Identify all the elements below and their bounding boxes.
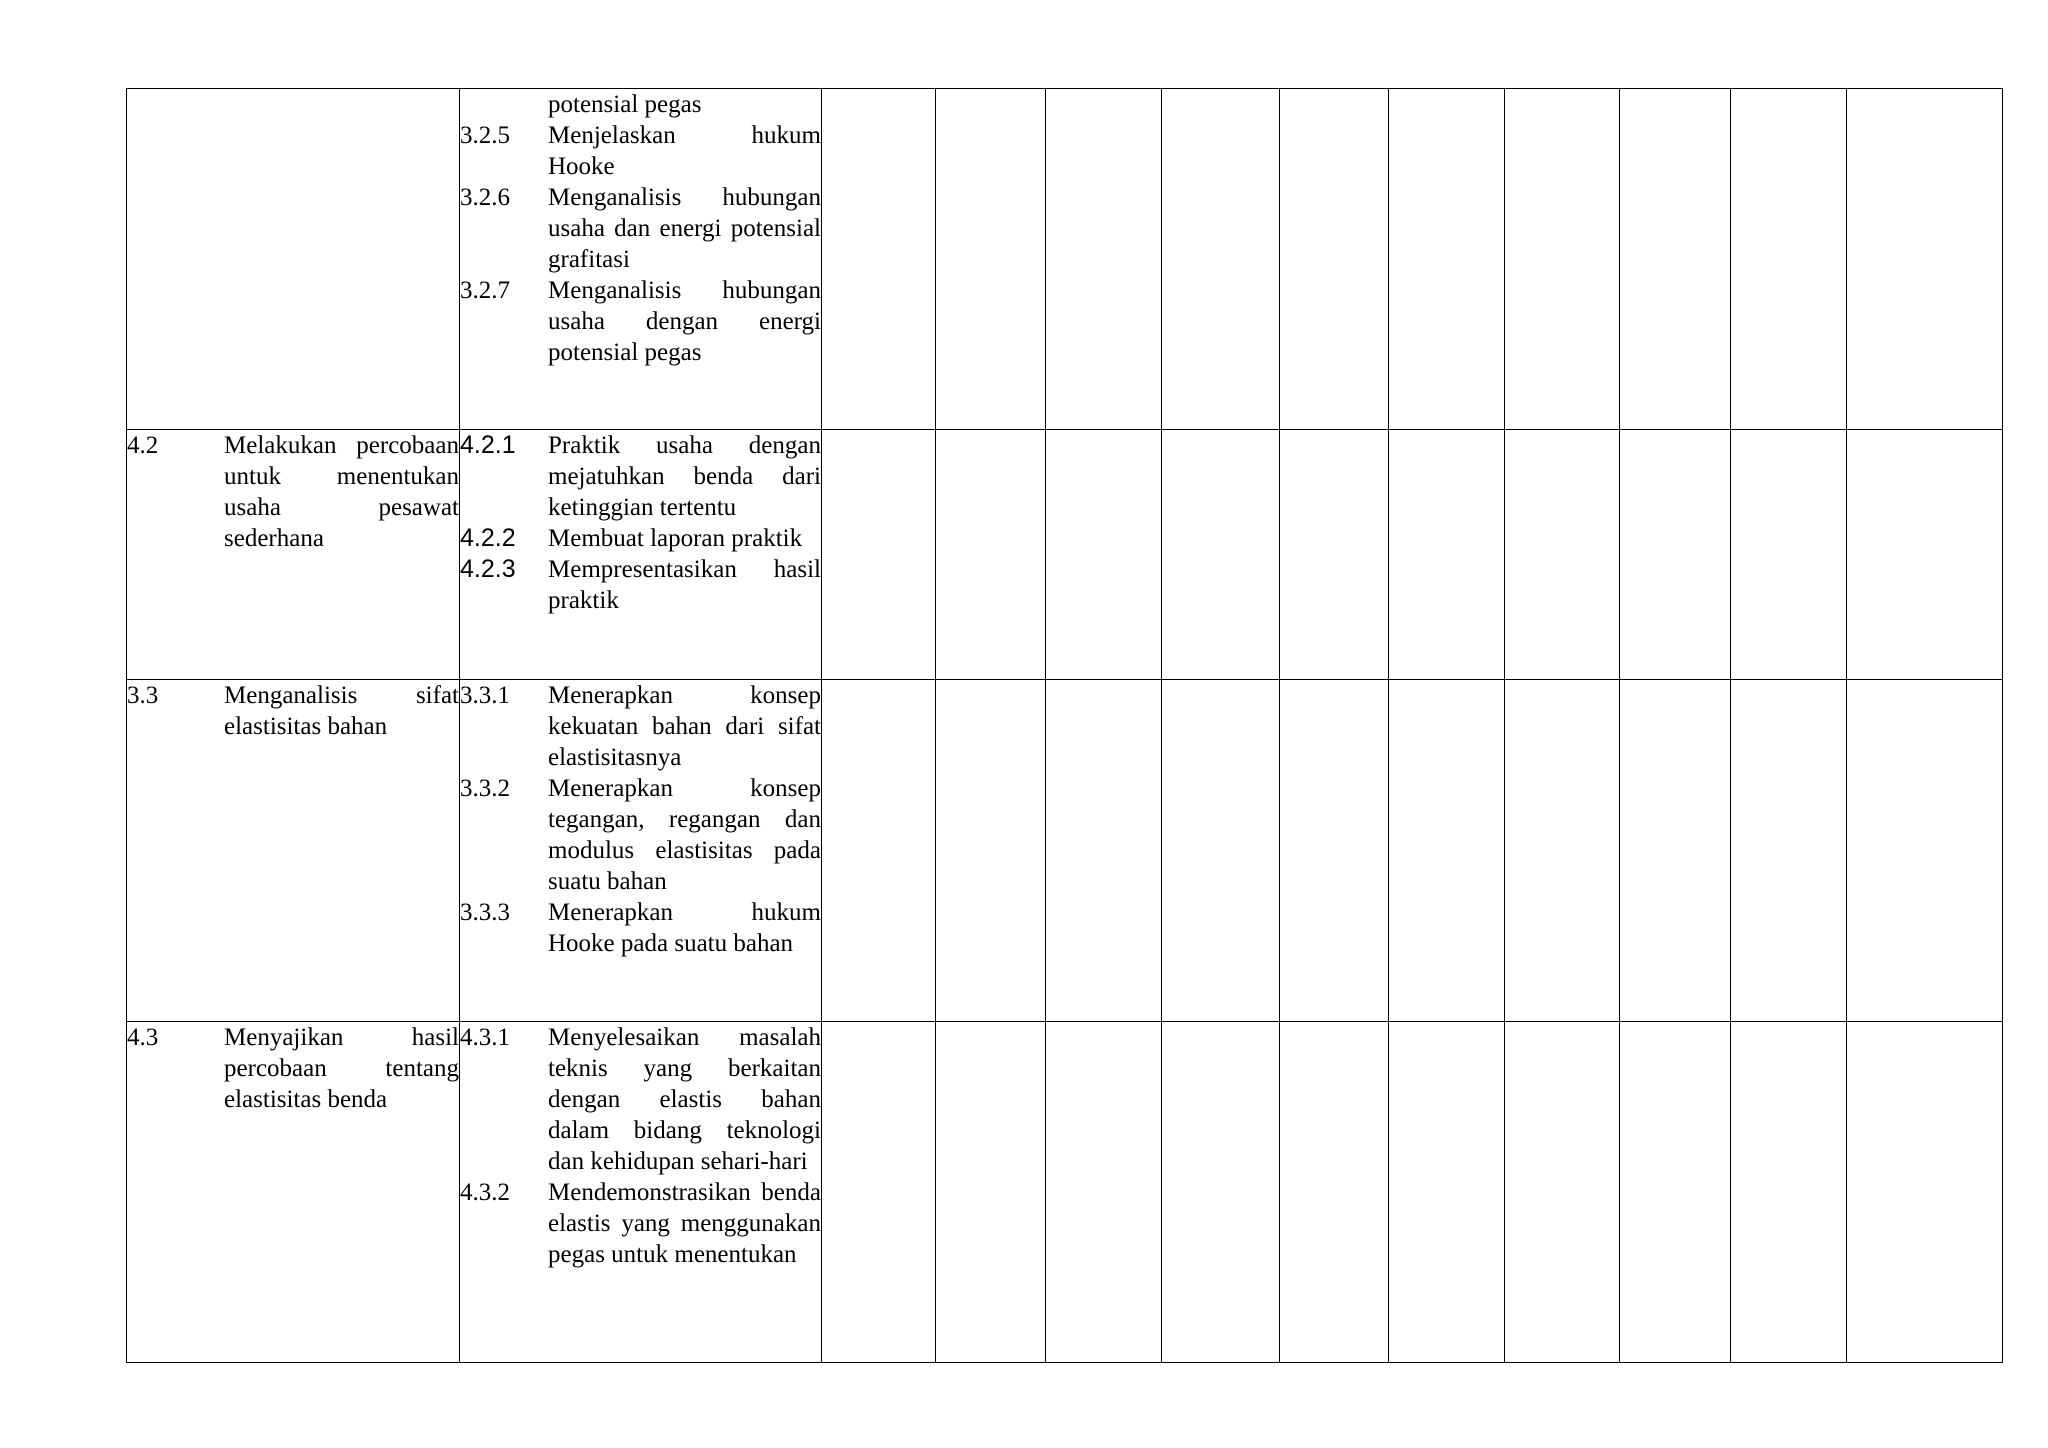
indicator-item bbox=[460, 275, 821, 368]
empty-cell bbox=[1046, 430, 1162, 680]
empty-cell bbox=[1731, 1022, 1847, 1363]
empty-cell bbox=[1280, 680, 1389, 1022]
empty-cell bbox=[1046, 680, 1162, 1022]
empty-cell bbox=[1731, 430, 1847, 680]
empty-cell bbox=[936, 1022, 1046, 1363]
empty-cell bbox=[1847, 89, 2003, 430]
empty-cell bbox=[1162, 680, 1280, 1022]
indicator-text: Mendemonstrasikan benda elastis yang menggunakan pegas untuk menentukan bbox=[548, 1179, 821, 1268]
indicator-item bbox=[460, 773, 821, 897]
indicator-number: 3.2.5 bbox=[460, 122, 510, 149]
indicator-item bbox=[460, 897, 821, 959]
kd-number: 3.3 bbox=[127, 682, 159, 709]
empty-cell bbox=[1731, 680, 1847, 1022]
empty-cell bbox=[1847, 430, 2003, 680]
empty-cell bbox=[1389, 1022, 1505, 1363]
indicator-item bbox=[460, 680, 821, 773]
indicator-item bbox=[460, 430, 821, 523]
indicator-number: 4.2.3 bbox=[460, 555, 516, 583]
kd-cell bbox=[127, 680, 460, 1022]
indicator-text: Mempresentasikan hasil praktik bbox=[548, 556, 821, 614]
empty-cell bbox=[822, 89, 936, 430]
empty-cell bbox=[1162, 89, 1280, 430]
indicator-number: 3.3.1 bbox=[460, 682, 510, 709]
empty-cell bbox=[1389, 430, 1505, 680]
indicator-number: 3.3.2 bbox=[460, 775, 510, 802]
indicator-cell bbox=[460, 1022, 822, 1363]
empty-cell bbox=[1847, 680, 2003, 1022]
empty-cell bbox=[1847, 1022, 2003, 1363]
indicator-number: 4.3.1 bbox=[460, 1024, 510, 1051]
kd-text: Melakukan percobaan untuk menentukan usaha pesawat sederhana bbox=[224, 432, 459, 552]
kd-text: Menyajikan hasil percobaan tentang elastisitas benda bbox=[224, 1024, 459, 1113]
table-row bbox=[127, 89, 2003, 430]
empty-cell bbox=[936, 680, 1046, 1022]
empty-cell bbox=[1620, 1022, 1731, 1363]
empty-cell bbox=[1505, 1022, 1620, 1363]
empty-cell bbox=[1505, 430, 1620, 680]
indicator-number: 3.2.6 bbox=[460, 184, 510, 211]
indicator-item bbox=[460, 523, 821, 554]
document-table bbox=[126, 88, 2003, 1363]
indicator-item bbox=[460, 120, 821, 182]
empty-cell bbox=[1280, 89, 1389, 430]
kd-cell bbox=[127, 1022, 460, 1363]
indicator-number: 4.2.1 bbox=[460, 431, 516, 459]
empty-cell bbox=[1620, 89, 1731, 430]
empty-cell bbox=[1731, 89, 1847, 430]
empty-cell bbox=[1280, 430, 1389, 680]
empty-cell bbox=[1280, 1022, 1389, 1363]
kd-cell bbox=[127, 89, 460, 430]
empty-cell bbox=[822, 430, 936, 680]
indicator-cell bbox=[460, 430, 822, 680]
indicator-text: Menganalisis hubungan usaha dan energi potensial grafitasi bbox=[548, 184, 821, 273]
indicator-item bbox=[460, 1177, 821, 1270]
empty-cell bbox=[1162, 1022, 1280, 1363]
indicator-item bbox=[460, 182, 821, 275]
empty-cell bbox=[1620, 680, 1731, 1022]
table-row bbox=[127, 680, 2003, 1022]
indicator-number: 3.3.3 bbox=[460, 899, 510, 926]
kd-number: 4.3 bbox=[127, 1024, 159, 1051]
empty-cell bbox=[1046, 1022, 1162, 1363]
empty-cell bbox=[822, 1022, 936, 1363]
indicator-cell bbox=[460, 89, 822, 430]
indicator-text: Membuat laporan praktik bbox=[548, 525, 803, 552]
indicator-text: Praktik usaha dengan mejatuhkan benda dari ketinggian tertentu bbox=[548, 432, 821, 521]
indicator-item bbox=[460, 1022, 821, 1177]
empty-cell bbox=[1505, 89, 1620, 430]
empty-cell bbox=[822, 680, 936, 1022]
empty-cell bbox=[936, 430, 1046, 680]
indicator-text: Menjelaskan hukum Hooke bbox=[548, 122, 821, 180]
empty-cell bbox=[936, 89, 1046, 430]
empty-cell bbox=[1162, 430, 1280, 680]
indicator-number: 4.3.2 bbox=[460, 1179, 510, 1206]
indicator-text: Menganalisis hubungan usaha dengan energi potensial pegas bbox=[548, 277, 821, 366]
empty-cell bbox=[1389, 89, 1505, 430]
indicator-continuation: potensial pegas bbox=[548, 91, 702, 118]
indicator-text: Menerapkan konsep kekuatan bahan dari sifat elastisitasnya bbox=[548, 682, 821, 771]
empty-cell bbox=[1046, 89, 1162, 430]
indicator-text: Menerapkan hukum Hooke pada suatu bahan bbox=[548, 899, 821, 957]
kd-cell bbox=[127, 430, 460, 680]
table-row bbox=[127, 1022, 2003, 1363]
indicator-item bbox=[460, 554, 821, 616]
indicator-cell bbox=[460, 680, 822, 1022]
indicator-text: Menyelesaikan masalah teknis yang berkaitan dengan elastis bahan dalam bidang teknologi dan kehidupan sehari-hari bbox=[548, 1024, 821, 1175]
empty-cell bbox=[1505, 680, 1620, 1022]
indicator-text: Menerapkan konsep tegangan, regangan dan modulus elastisitas pada suatu bahan bbox=[548, 775, 821, 895]
table-row bbox=[127, 430, 2003, 680]
kd-text: Menganalisis sifat elastisitas bahan bbox=[224, 682, 459, 740]
indicator-number: 3.2.7 bbox=[460, 277, 510, 304]
empty-cell bbox=[1389, 680, 1505, 1022]
indicator-number: 4.2.2 bbox=[460, 524, 516, 552]
kd-number: 4.2 bbox=[127, 432, 159, 459]
empty-cell bbox=[1620, 430, 1731, 680]
